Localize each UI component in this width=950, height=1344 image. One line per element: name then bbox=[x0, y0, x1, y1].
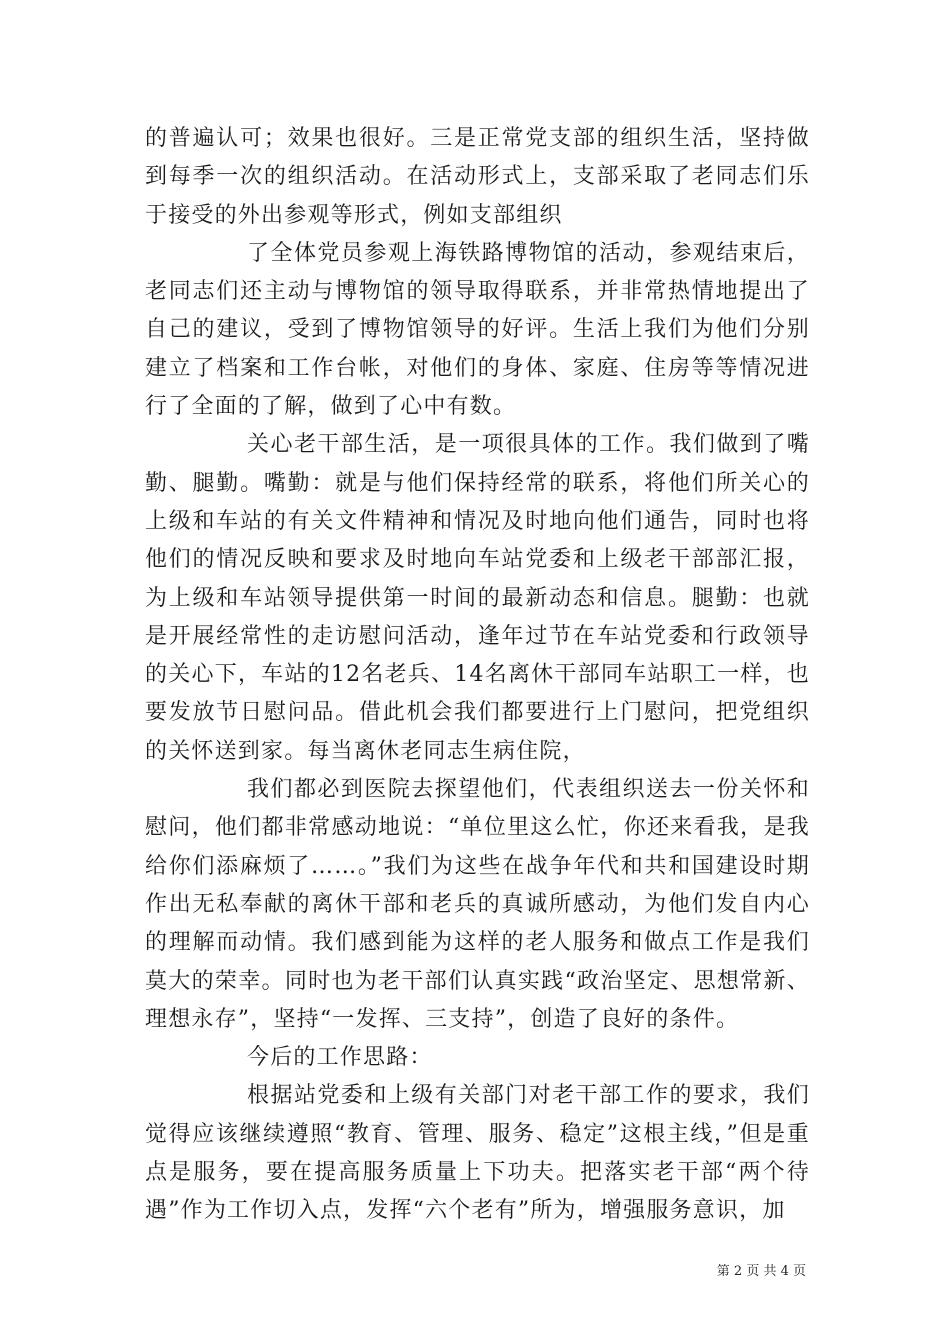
page-number-footer: 第 2 页 共 4 页 bbox=[716, 1264, 806, 1279]
paragraph-2: 了全体党员参观上海铁路博物馆的活动，参观结束后，老同志们还主动与博物馆的领导取得联系，并非常热情地提出了自己的建议，受到了博物馆领导的好评。生活上我们为他们分别建立了档案和工作台帐，对他们的身体、家庭、住房等等情况进行了全面的了解，做到了心中有数。 bbox=[145, 240, 810, 420]
section-heading: 今后的工作思路： bbox=[247, 1045, 433, 1071]
paragraph-3: 关心老干部生活，是一项很具体的工作。我们做到了嘴勤、腿勤。嘴勤：就是与他们保持经常的联系，将他们所关心的上级和车站的有关文件精神和情况及时地向他们通告，同时也将他们的情况反映和要求及时地向车站党委和上级老干部部汇报，为上级和车站领导提供第一时间的最新动态和信息。腿勤：也就是开展经常性的走访慰问活动，逢年过节在车站党委和行政领导的关心下，车站的12名老兵、14名离休干部同车站职工一样，也要发放节日慰问品。借此机会我们都要进行上门慰问，把党组织的关怀送到家。每当离休老同志生病住院， bbox=[145, 432, 810, 764]
paragraph-5: 根据站党委和上级有关部门对老干部工作的要求，我们觉得应该继续遵照“教育、管理、服务、稳定”这根主线，”但是重点是服务，要在提高服务质量上下功夫。把落实老干部“两个待遇”作为工作切入点，发挥“六个老有”所为，增强服务意识，加 bbox=[145, 1083, 810, 1224]
document-body bbox=[145, 120, 810, 1231]
paragraph-1: 的普遍认可；效果也很好。三是正常党支部的组织生活，坚持做到每季一次的组织活动。在活动形式上，支部采取了老同志们乐于接受的外出参观等形式，例如支部组织 bbox=[145, 126, 810, 228]
paragraph-4: 我们都必到医院去探望他们，代表组织送去一份关怀和慰问，他们都非常感动地说：“单位里这么忙，你还来看我，是我给你们添麻烦了……。”我们为这些在战争年代和共和国建设时期作出无私奉献的离休干部和老兵的真诚所感动，为他们发自内心的理解而动情。我们感到能为这样的老人服务和做点工作是我们莫大的荣幸。同时也为老干部们认真实践“政治坚定、思想常新、理想永存”，坚持“一发挥、三支持”，创造了良好的条件。 bbox=[145, 777, 810, 1032]
